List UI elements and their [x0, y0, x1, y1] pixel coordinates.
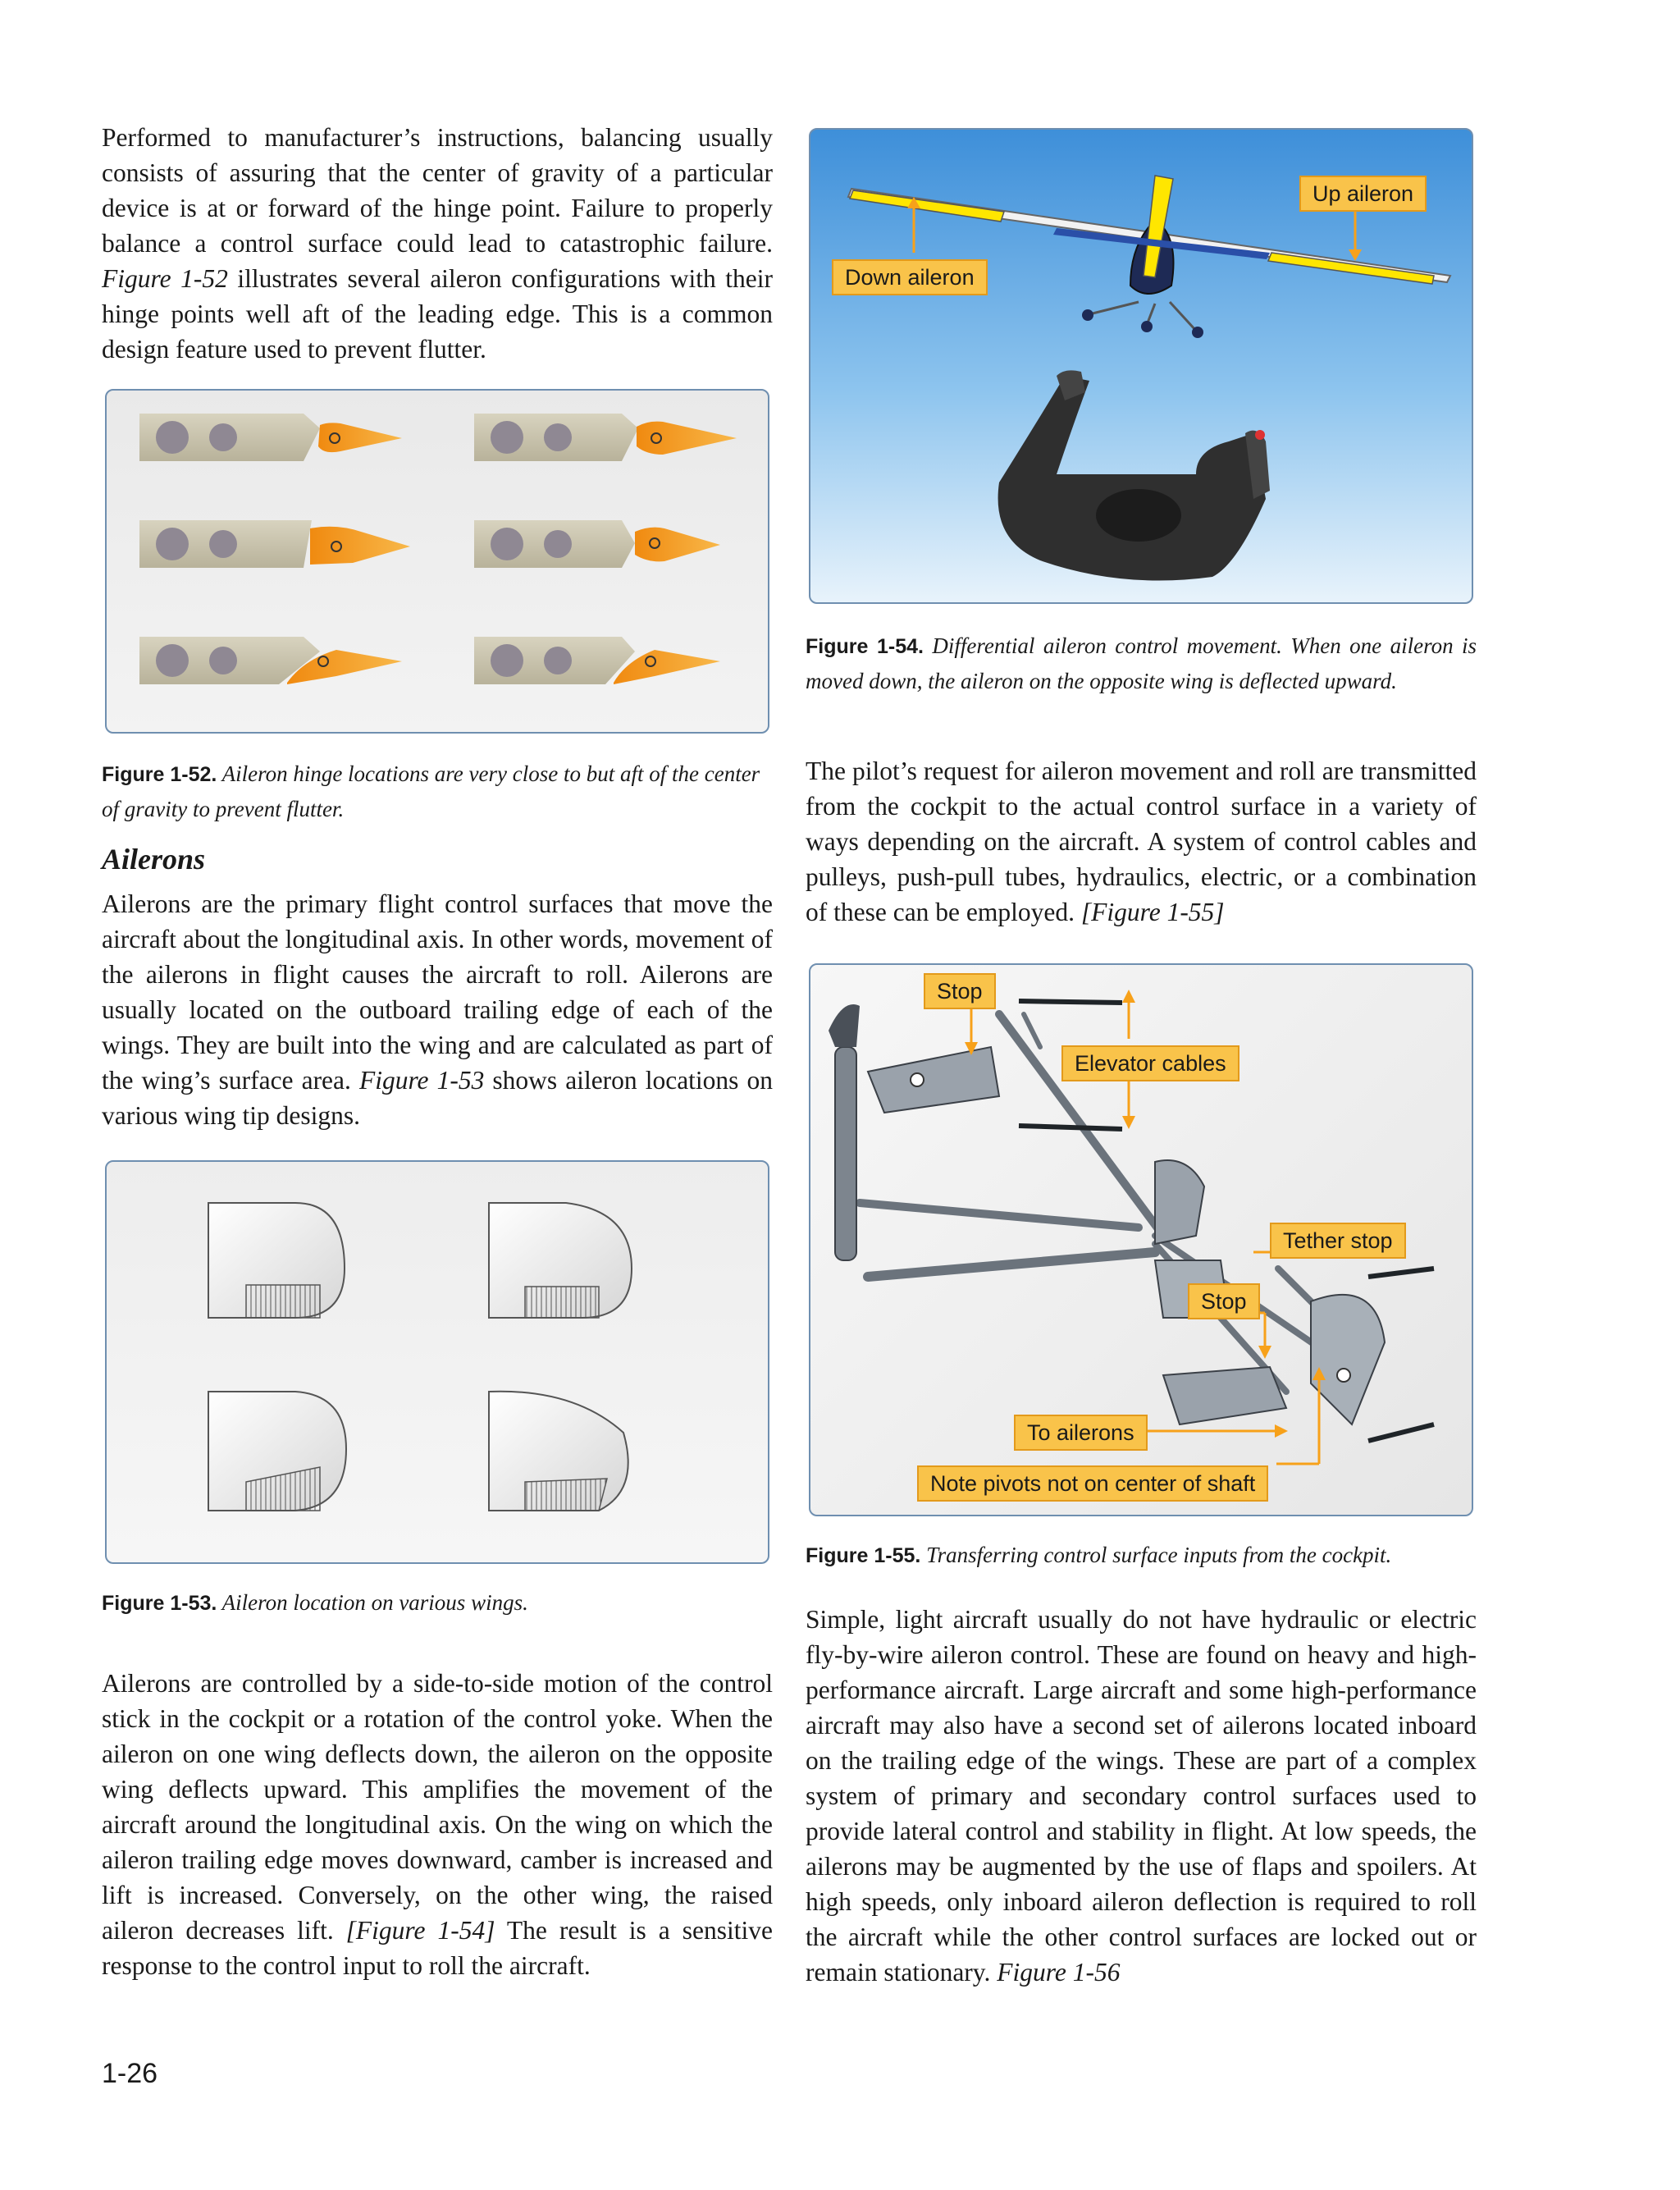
figure-1-52-caption-block — [102, 757, 773, 826]
figure-1-55-image — [809, 963, 1473, 1516]
figure-reference[interactable]: Figure 1-53 — [358, 1066, 485, 1095]
ailerons-paragraph: Ailerons are the primary flight control surfaces that move the aircraft about the longitudinal axis. In other words, movement of the ailerons in flight causes the aircraft to roll. Ailerons are usually located on the outboard trailing edge of each of the wings. They are built into the wing and are calculated as part of the wing’s surface area. Figure 1-53 shows aileron locations on various wing tip designs. — [102, 889, 773, 1130]
figure-reference[interactable]: Figure 1-56 — [997, 1958, 1121, 1987]
intro-paragraph — [102, 120, 773, 367]
figure-1-53-caption-block — [102, 1585, 773, 1621]
wing-tip-2 — [489, 1203, 632, 1318]
figure-1-55-caption: Figure 1-55. Transferring control surface inputs from the cockpit. — [806, 1543, 1392, 1567]
hinge-config-5 — [139, 637, 402, 684]
ailerons-paragraph-block — [102, 886, 773, 1133]
label-to-ailerons: To ailerons — [1014, 1415, 1148, 1451]
wing-tip-diagram — [107, 1162, 768, 1562]
wing-tip-4 — [489, 1392, 628, 1511]
aileron-hinge-diagram — [107, 391, 768, 732]
figure-1-54-caption: Figure 1-54. Differential aileron control movement. When one aileron is moved down, the aileron on the opposite wing is deflected upward. — [806, 633, 1477, 693]
section-heading: Ailerons — [102, 843, 206, 876]
control-paragraph: Ailerons are controlled by a side-to-side motion of the control stick in the cockpit or a rotation of the control yoke. When the aileron on one wing deflects down, the aileron on the opposite wing deflects upward. This amplifies the movement of the aircraft around the longitudinal axis. On the wing on which the aileron trailing edge moves downward, camber is increased and lift is increased. Conversely, on the other wing, the raised aileron decreases lift. [Figure 1-54] The result is a sensitive response to the control input to roll the aircraft. — [102, 1669, 773, 1980]
page-number: 1-26 — [102, 2058, 158, 2089]
ailerons-heading-block — [102, 842, 773, 876]
figure-1-54-image — [809, 128, 1473, 604]
hinge-config-6 — [474, 637, 720, 684]
control-yoke — [998, 370, 1270, 580]
label-note-pivots: Note pivots not on center of shaft — [917, 1465, 1268, 1502]
control-stick — [829, 1004, 860, 1260]
pilot-request-paragraph-block — [806, 753, 1477, 930]
label-tether-stop: Tether stop — [1270, 1223, 1406, 1259]
figure-reference[interactable]: Figure 1-52 — [102, 264, 228, 293]
label-up-aileron: Up aileron — [1299, 176, 1427, 212]
large-aircraft-paragraph-block — [806, 1602, 1477, 1990]
figure-1-53-image — [105, 1160, 769, 1564]
figure-1-55-caption-block — [806, 1538, 1477, 1573]
hinge-config-2 — [474, 414, 737, 461]
control-paragraph-block — [102, 1666, 773, 1983]
hinge-config-1 — [139, 414, 402, 461]
figure-1-52-caption: Figure 1-52. Aileron hinge locations are very close to but aft of the center of gravity to prevent flutter. — [102, 761, 760, 821]
wing-tip-3 — [208, 1392, 346, 1511]
pilot-request-paragraph: The pilot’s request for aileron movement and roll are transmitted from the cockpit to the actual control surface in a variety of ways depending on the aircraft. A system of control cables and pulleys, push-pull tubes, hydraulics, electric, or a combination of these can be employed. [Figure 1-55] — [806, 757, 1477, 926]
hinge-config-4 — [474, 520, 720, 568]
figure-reference[interactable]: [Figure 1-54] — [345, 1916, 495, 1945]
label-stop-top: Stop — [924, 973, 996, 1009]
large-aircraft-paragraph: Simple, light aircraft usually do not have hydraulic or electric fly-by-wire aileron control. These are found on heavy and high-performance aircraft. Large aircraft and some high-performance aircraft may also have a second set of ailerons located inboard on the trailing edge of the wings. These are part of a complex system of primary and secondary control surfaces used to provide lateral control and stability in flight. At low speeds, the ailerons may be augmented by the use of flaps and spoilers. At high speeds, only inboard aileron deflection is required to roll the aircraft while the other control surfaces are locked out or remain stationary. Figure 1-56 — [806, 1605, 1477, 1987]
figure-1-52-image — [105, 389, 769, 734]
figure-reference[interactable]: [Figure 1-55] — [1080, 898, 1225, 926]
label-stop-lower: Stop — [1188, 1283, 1260, 1319]
wing-tip-1 — [208, 1203, 345, 1318]
balancing-paragraph: Performed to manufacturer’s instructions, balancing usually consists of assuring that the center of gravity of a particular device is at or forward of the hinge point. Failure to properly balance a control surface could lead to catastrophic failure. Figure 1-52 illustrates several aileron configurations with their hinge points well aft of the leading edge. This is a common design feature used to prevent flutter. — [102, 123, 773, 363]
label-elevator-cables: Elevator cables — [1061, 1045, 1239, 1081]
figure-1-54-caption-block — [806, 629, 1477, 698]
label-down-aileron: Down aileron — [832, 259, 988, 295]
figure-1-53-caption: Figure 1-53. Aileron location on various wings. — [102, 1590, 528, 1615]
hinge-config-3 — [139, 520, 410, 568]
